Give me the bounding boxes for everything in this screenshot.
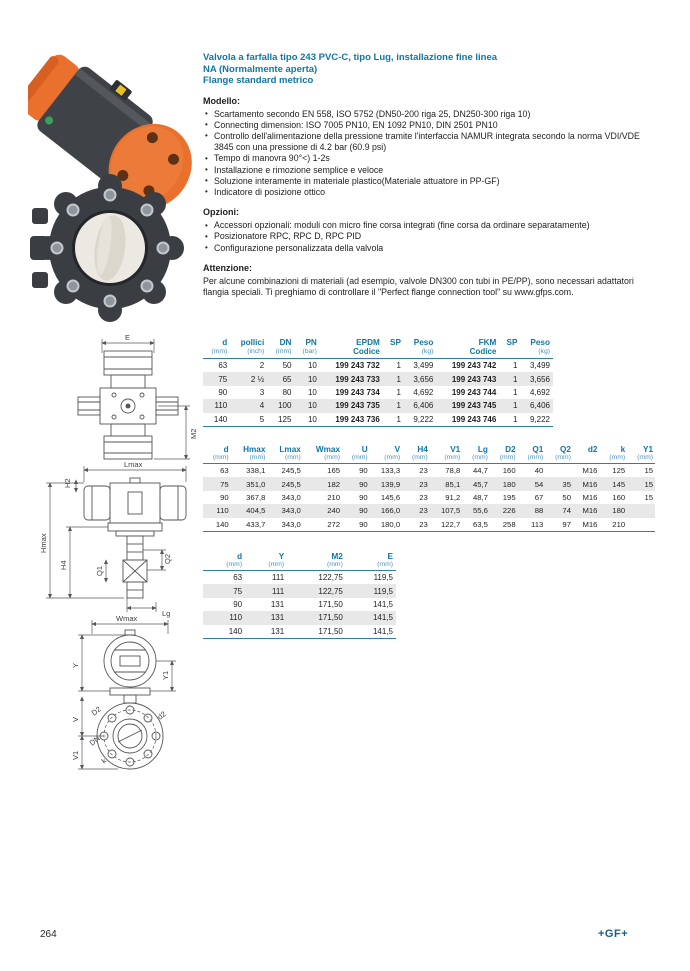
- column-header: d: [223, 445, 229, 454]
- column-header: EPDM: [356, 338, 380, 347]
- table-cell: 111: [245, 584, 287, 597]
- table-cell: 160: [612, 492, 626, 502]
- column-header: Peso: [413, 338, 434, 347]
- table-cell: 199 243 743: [436, 372, 499, 385]
- table-cell: 226: [490, 504, 518, 517]
- table-cell: 141,5: [372, 599, 393, 609]
- column-unit: (mm): [284, 454, 301, 461]
- table-cell: 63: [218, 361, 228, 371]
- table-cell: 1: [396, 414, 401, 424]
- valve-body-image: [30, 174, 184, 322]
- table-cell: 74: [545, 504, 573, 517]
- table-cell: 180: [490, 477, 518, 490]
- table-cell: 1: [513, 387, 518, 397]
- column-unit: (mm): [499, 454, 516, 461]
- dim-label-Lg: Lg: [162, 609, 171, 618]
- table-row: [203, 413, 553, 427]
- table-cell: 6,406: [520, 399, 553, 412]
- title-line-2: NA (Normalmente aperta): [203, 63, 318, 75]
- table-cell: 75: [203, 372, 230, 385]
- table-cell: 75: [203, 477, 231, 490]
- column-unit: (mm): [411, 454, 428, 461]
- table-row: [203, 504, 655, 517]
- table-cell: 65: [267, 372, 294, 385]
- column-unit: (mm): [268, 561, 285, 568]
- column-unit: Codice: [353, 347, 380, 356]
- column-header: Lmax: [279, 445, 301, 454]
- table-row: [203, 386, 553, 399]
- table-cell: 10: [307, 361, 317, 371]
- table-cell: 367,8: [246, 492, 266, 502]
- table-cell: 119,5: [346, 584, 396, 597]
- section-heading-opzioni: Opzioni:: [203, 207, 239, 218]
- table-cell: 4,692: [413, 387, 434, 397]
- column-header: Hmax: [243, 445, 266, 454]
- table-cell: 199 243 746: [451, 414, 497, 424]
- bullet-item: • Configurazione personalizzata della valvola: [203, 243, 653, 254]
- column-unit: (mm): [377, 561, 393, 568]
- table-cell: [545, 464, 573, 478]
- drawing-top-view: [58, 331, 198, 463]
- table-cell: 23: [419, 492, 428, 502]
- dim-label-H2: H2: [63, 478, 72, 488]
- table-cell: 90: [359, 519, 368, 529]
- table-cell: 210: [612, 519, 626, 529]
- table-cell: 3,656: [404, 372, 436, 385]
- dim-label-k: k: [99, 756, 109, 766]
- table-cell: 199 243 734: [335, 387, 380, 397]
- attenzione-paragraph: Per alcune combinazioni di materiali (ad esempio, valvole DN300 con tubi in PE/PP), sono necessari adattatori flangia speciali. Ti preghiamo di controllare il "Perfect flange connection tool" su www.gfps.com.: [203, 275, 634, 297]
- table-cell: 6,406: [404, 399, 436, 412]
- table-cell: 110: [203, 611, 245, 624]
- table-cell: 4,692: [529, 387, 550, 397]
- column-header: E: [387, 552, 393, 561]
- table-cell: M16: [582, 492, 598, 502]
- table-row: [203, 477, 655, 490]
- page-title: [203, 52, 653, 87]
- column-unit: (mm): [444, 454, 461, 461]
- table-cell: 88: [518, 504, 546, 517]
- table-cell: 9,222: [413, 414, 434, 424]
- table-row: [203, 359, 553, 373]
- title-line-1: Valvola a farfalla tipo 243 PVC-C, tipo Lug, installazione fine linea: [203, 52, 498, 63]
- table-cell: 90: [359, 492, 368, 502]
- column-unit: (mm): [351, 454, 368, 461]
- table-cell: 139,9: [370, 477, 402, 490]
- bullet-item: • Accessori opzionali: moduli con micro fine corsa integrati (fine corsa da ordinare separatamente): [203, 220, 653, 231]
- table-cell: 1: [383, 399, 404, 412]
- table-cell: M16: [573, 504, 599, 517]
- column-unit: [573, 454, 599, 464]
- table-cell: 44,7: [472, 466, 488, 476]
- table-cell: 199 243 733: [320, 372, 383, 385]
- column-unit: (mm): [527, 454, 544, 461]
- table-cell: 171,50: [318, 626, 343, 636]
- table-cell: 113: [531, 519, 544, 529]
- column-unit: (mm): [275, 348, 292, 355]
- table-cell: 35: [545, 477, 573, 490]
- table-cell: 10: [307, 414, 317, 424]
- product-photo: [28, 48, 194, 332]
- column-header: M2: [331, 552, 343, 561]
- table-cell: 338,1: [246, 466, 266, 476]
- table-cell: 180: [599, 504, 627, 517]
- table-cell: 1: [383, 372, 404, 385]
- column-unit: Codice: [469, 347, 497, 356]
- column-header: H4: [417, 445, 428, 454]
- table-cell: 90: [342, 477, 370, 490]
- table-cell: 141,5: [372, 626, 393, 636]
- table-cell: 63: [220, 466, 229, 476]
- table-row: [203, 584, 396, 597]
- table-cell: 23: [402, 477, 430, 490]
- column-unit: (mm): [472, 454, 488, 461]
- actuator-dimensions-table: [203, 551, 396, 639]
- table-cell: 131: [245, 611, 287, 624]
- table-cell: 1: [513, 361, 518, 371]
- table-cell: 140: [213, 414, 228, 424]
- table-cell: 433,7: [246, 519, 266, 529]
- column-header: Peso: [530, 338, 550, 347]
- column-header: Q2: [560, 445, 571, 454]
- table-cell: 48,7: [472, 492, 488, 502]
- table-cell: 78,8: [445, 466, 461, 476]
- bullet-item: • Soluzione interamente in materiale plastico(Materiale attuatore in PP-GF): [203, 176, 653, 187]
- column-unit: (kg): [538, 348, 550, 355]
- table-cell: 125: [612, 466, 626, 476]
- column-header: d: [237, 552, 243, 561]
- table-cell: 10: [294, 399, 319, 412]
- section-heading-modello: Modello:: [203, 95, 240, 106]
- column-unit: (mm): [249, 454, 266, 461]
- table-cell: 110: [203, 399, 230, 412]
- bullet-item: • Installazione e rimozione semplice e veloce: [203, 165, 653, 176]
- table-cell: 9,222: [529, 414, 550, 424]
- column-header: d2: [587, 445, 598, 454]
- table-cell: 171,50: [287, 611, 346, 624]
- table-cell: 85,1: [430, 477, 462, 490]
- dim-label-Q1: Q1: [95, 565, 104, 576]
- table-cell: 45,7: [462, 477, 490, 490]
- column-unit: (mm): [555, 454, 571, 461]
- table-cell: 272: [327, 519, 341, 529]
- table-cell: 122,75: [287, 584, 346, 597]
- table-cell: 23: [419, 466, 428, 476]
- table-cell: 63: [233, 573, 243, 583]
- table-cell: 258: [502, 519, 516, 529]
- table-row: [203, 598, 396, 611]
- dim-label-Hmax: Hmax: [39, 533, 48, 553]
- table-cell: 199 243 736: [335, 414, 380, 424]
- column-unit: (bar): [302, 348, 317, 355]
- bullet-item: • Tempo di manovra 90°<) 1-2s: [203, 153, 653, 164]
- section-heading-attenzione: Attenzione:: [203, 262, 252, 273]
- table-cell: 182: [303, 477, 342, 490]
- column-header: Lg: [477, 445, 488, 454]
- ordering-table: [203, 337, 553, 427]
- drawing-front-view: [48, 612, 210, 794]
- table-row: [203, 491, 655, 504]
- table-row: [203, 518, 655, 532]
- drawing-side-view: [36, 458, 204, 638]
- table-cell: 100: [267, 399, 294, 412]
- table-cell: 15: [644, 492, 653, 502]
- table-cell: 4: [230, 399, 267, 412]
- table-cell: 15: [644, 466, 653, 476]
- dim-label-Q2: Q2: [163, 553, 172, 564]
- table-cell: 122,7: [440, 519, 461, 529]
- table-cell: 90: [218, 387, 228, 397]
- column-header: SP: [506, 338, 518, 347]
- table-cell: 125: [278, 414, 292, 424]
- table-cell: 91,2: [445, 492, 461, 502]
- modello-bullet-list: [203, 109, 653, 199]
- column-header: D2: [505, 445, 516, 454]
- table-cell: 2 ½: [230, 372, 267, 385]
- table-cell: 1: [499, 399, 520, 412]
- dim-label-Lmax: Lmax: [124, 460, 143, 469]
- table-cell: [627, 504, 655, 517]
- table-cell: 63,5: [472, 519, 488, 529]
- column-unit: (mm): [327, 561, 343, 568]
- column-unit: [383, 347, 404, 359]
- table-cell: 171,50: [318, 599, 343, 609]
- table-cell: 165: [327, 466, 341, 476]
- table-cell: 199 243 745: [436, 399, 499, 412]
- table-cell: 343,0: [281, 492, 301, 502]
- column-unit: (mm): [212, 454, 229, 461]
- dim-label-E: E: [125, 333, 131, 342]
- table-cell: 131: [270, 599, 285, 609]
- table-cell: 111: [272, 573, 285, 583]
- table-cell: 50: [282, 361, 292, 371]
- column-unit: (mm): [324, 454, 341, 461]
- table-cell: [627, 518, 655, 532]
- column-unit: (mm): [609, 454, 626, 461]
- table-cell: 145,6: [380, 492, 401, 502]
- column-unit: (kg): [421, 348, 434, 355]
- bullet-item: • Connecting dimension: ISO 7005 PN10, EN 1092 PN10, DIN 2501 PN10: [203, 120, 653, 131]
- table-cell: 1: [396, 361, 401, 371]
- dim-label-Y: Y: [71, 662, 80, 668]
- table-row: [203, 464, 655, 478]
- table-cell: 199 243 744: [451, 387, 497, 397]
- column-header: pollici: [240, 338, 265, 347]
- table-cell: 110: [203, 504, 231, 517]
- column-unit: (mm): [226, 561, 243, 568]
- table-cell: 240: [303, 504, 342, 517]
- table-cell: 404,5: [231, 504, 268, 517]
- column-header: V1: [450, 445, 461, 454]
- table-cell: 3,499: [413, 361, 434, 371]
- table-cell: 90: [359, 466, 368, 476]
- column-header: Y1: [642, 445, 653, 454]
- table-cell: 122,75: [318, 573, 343, 583]
- table-cell: 90: [342, 504, 370, 517]
- column-header: DN: [279, 338, 292, 347]
- table-cell: 2: [259, 361, 265, 371]
- table-row: [203, 625, 396, 639]
- table-cell: 245,5: [267, 477, 302, 490]
- table-cell: 10: [307, 387, 317, 397]
- table-cell: 1: [499, 372, 520, 385]
- page-number: 264: [40, 929, 57, 940]
- table-cell: 55,6: [462, 504, 490, 517]
- table-cell: 180,0: [380, 519, 401, 529]
- column-header: Q1: [532, 445, 544, 454]
- table-cell: 15: [627, 477, 655, 490]
- table-cell: 107,5: [430, 504, 462, 517]
- table-cell: 140: [228, 626, 243, 636]
- column-unit: (mm): [384, 454, 401, 461]
- dim-label-DN: DN: [87, 733, 102, 748]
- table-cell: 199 243 735: [320, 399, 383, 412]
- table-cell: 245,5: [281, 466, 301, 476]
- table-cell: 80: [282, 387, 292, 397]
- table-cell: 343,0: [267, 504, 302, 517]
- table-cell: 343,0: [281, 519, 301, 529]
- table-cell: 3: [259, 387, 265, 397]
- column-header: d: [222, 338, 228, 347]
- table-row: [203, 372, 553, 385]
- bullet-item: • Controllo dell'alimentazione della pressione tramite l'interfaccia NAMUR integrata secondo la norma VDI/VDE 3845 con una pressione di 4.2 bar (60.9 psi): [203, 131, 653, 153]
- table-cell: 67: [534, 492, 544, 502]
- dim-label-d2: d2: [155, 709, 168, 722]
- column-header: V: [394, 445, 401, 454]
- table-cell: 210: [327, 492, 341, 502]
- title-line-3: Flange standard metrico: [203, 75, 314, 86]
- table-cell: 195: [502, 492, 516, 502]
- gf-logo: +GF+: [598, 928, 629, 940]
- table-cell: M16: [582, 519, 598, 529]
- table-cell: 131: [270, 626, 285, 636]
- column-header: U: [361, 445, 368, 454]
- table-cell: 141,5: [346, 611, 396, 624]
- dimensions-table: [203, 444, 655, 532]
- table-row: [203, 611, 396, 624]
- opzioni-bullet-list: [203, 220, 653, 254]
- table-cell: M16: [573, 477, 599, 490]
- dim-label-Wmax: Wmax: [116, 614, 138, 623]
- bullet-item: • Indicatore di posizione ottico: [203, 187, 653, 198]
- column-header: FKM: [478, 338, 497, 347]
- table-cell: 40: [534, 466, 544, 476]
- text-column: [203, 52, 653, 298]
- dim-label-H4: H4: [59, 560, 68, 570]
- table-cell: 351,0: [231, 477, 268, 490]
- table-cell: 140: [215, 519, 229, 529]
- table-cell: 54: [518, 477, 546, 490]
- bullet-item: • Scartamento secondo EN 558, ISO 5752 (DN50-200 riga 25, DN250-300 riga 10): [203, 109, 653, 120]
- column-unit: [499, 347, 520, 359]
- table-cell: 5: [259, 414, 265, 424]
- table-row: [203, 571, 396, 585]
- table-cell: 119,5: [373, 573, 393, 583]
- table-cell: 199 243 732: [335, 361, 380, 371]
- column-header: Y: [278, 552, 285, 561]
- table-cell: 90: [233, 599, 243, 609]
- column-unit: (inch): [247, 348, 265, 355]
- dim-label-V1: V1: [71, 750, 80, 760]
- table-cell: 160: [502, 466, 516, 476]
- dim-label-D2: D2: [89, 704, 103, 718]
- table-cell: 75: [203, 584, 245, 597]
- column-header: k: [620, 445, 626, 454]
- table-cell: 1: [396, 387, 401, 397]
- table-cell: 50: [562, 492, 571, 502]
- table-cell: 1: [513, 414, 518, 424]
- table-cell: 3,656: [520, 372, 553, 385]
- bullet-item: • Posizionatore RPC, RPC D, RPC PID: [203, 231, 653, 242]
- table-cell: 199 243 742: [451, 361, 497, 371]
- column-header: Wmax: [315, 445, 341, 454]
- dim-label-V: V: [71, 716, 80, 722]
- column-unit: (mm): [637, 454, 653, 461]
- table-cell: M16: [582, 466, 598, 476]
- table-row: [203, 399, 553, 412]
- table-cell: 3,499: [529, 361, 550, 371]
- column-header: PN: [305, 338, 317, 347]
- table-cell: 23: [419, 519, 428, 529]
- dim-label-M2: M2: [189, 428, 198, 439]
- table-cell: 10: [294, 372, 319, 385]
- table-cell: 97: [562, 519, 571, 529]
- dim-label-Y1: Y1: [161, 670, 170, 680]
- table-cell: 166,0: [370, 504, 402, 517]
- table-cell: 90: [220, 492, 229, 502]
- table-cell: 23: [402, 504, 430, 517]
- column-unit: (mm): [211, 348, 228, 355]
- column-header: SP: [389, 338, 401, 347]
- table-cell: 133,3: [380, 466, 401, 476]
- table-cell: 145: [599, 477, 627, 490]
